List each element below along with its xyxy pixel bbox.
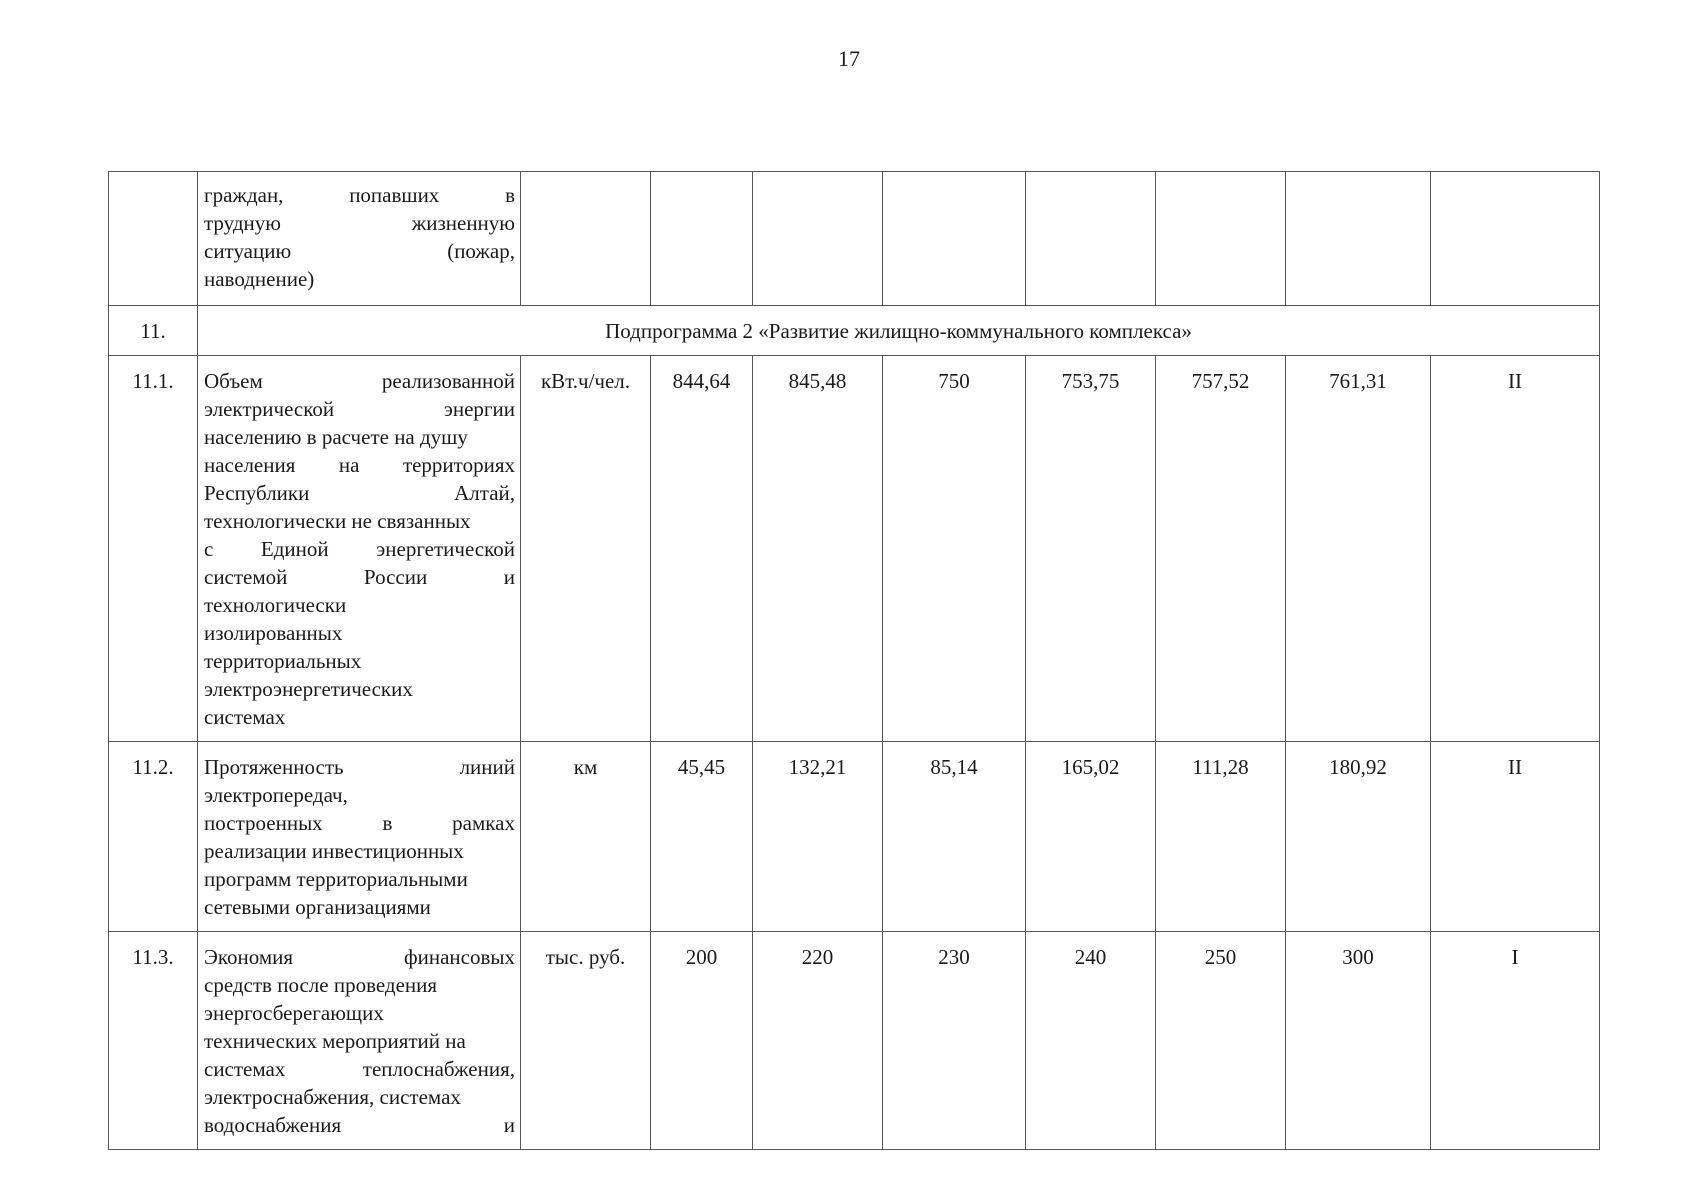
value-6: 300 xyxy=(1286,932,1431,1150)
unit: кВт.ч/чел. xyxy=(521,356,651,742)
indicator-name-word: реализованной xyxy=(381,369,515,393)
indicator-name-line: технических мероприятий на xyxy=(204,1029,466,1053)
indicator-name-line xyxy=(204,753,515,781)
value-cell xyxy=(1026,172,1156,306)
value-4: 240 xyxy=(1026,932,1156,1150)
indicator-name-line: наводнение) xyxy=(204,267,315,291)
indicator-name-word: энергетической xyxy=(376,537,515,561)
indicator-name-line: энергосберегающих xyxy=(204,1001,384,1025)
indicator-name-line xyxy=(204,1055,515,1083)
indicator-name-word: энергии xyxy=(443,397,515,421)
indicator-name-line xyxy=(204,367,515,395)
indicator-name-word: населения xyxy=(204,453,296,477)
indicator-name-word: Единой xyxy=(260,537,329,561)
indicator-name-line: технологически не связанных xyxy=(204,509,471,533)
value-6: 180,92 xyxy=(1286,742,1431,932)
indicator-name-line xyxy=(204,451,515,479)
value-1: 200 xyxy=(651,932,753,1150)
indicator-name-line xyxy=(204,535,515,563)
value-2: 132,21 xyxy=(753,742,883,932)
row-number: 11.2. xyxy=(109,742,198,932)
indicator-name-line xyxy=(204,1111,515,1139)
indicator-name-line xyxy=(204,479,515,507)
indicator-name-word: Объем xyxy=(204,369,263,393)
category: I xyxy=(1431,932,1600,1150)
indicator-name-line: реализации инвестиционных xyxy=(204,839,464,863)
indicator-name xyxy=(204,943,515,1139)
indicator-name-word: с xyxy=(204,537,214,561)
indicator-name-word: системой xyxy=(204,565,288,589)
indicator-name-line: территориальных xyxy=(204,649,362,673)
indicator-name-word: (пожар, xyxy=(447,239,515,263)
indicator-name-line xyxy=(204,181,515,209)
indicator-name-word: ситуацию xyxy=(204,239,292,263)
indicator-name-word: в xyxy=(382,811,393,835)
value-4: 165,02 xyxy=(1026,742,1156,932)
indicator-name-line xyxy=(204,809,515,837)
indicator-name-word: теплоснабжения, xyxy=(362,1057,515,1081)
indicator-name-cell xyxy=(198,742,521,932)
indicator-name-word: трудную xyxy=(204,211,281,235)
category: II xyxy=(1431,356,1600,742)
value-cell xyxy=(1156,172,1286,306)
value-3: 85,14 xyxy=(883,742,1026,932)
indicator-name-word: территориях xyxy=(402,453,515,477)
value-1: 844,64 xyxy=(651,356,753,742)
category-cell xyxy=(1431,172,1600,306)
category: II xyxy=(1431,742,1600,932)
indicator-name-line xyxy=(204,395,515,423)
indicator-name-word: линий xyxy=(459,755,515,779)
indicator-name-cell xyxy=(198,356,521,742)
row-number: 11.3. xyxy=(109,932,198,1150)
indicator-name-line: сетевыми организациями xyxy=(204,895,431,919)
table-row xyxy=(109,932,1600,1150)
indicator-name-line: электроэнергетических xyxy=(204,677,413,701)
indicator-name-cell xyxy=(198,932,521,1150)
indicator-name-word: граждан, xyxy=(204,183,284,207)
indicator-name-word: Протяженность xyxy=(204,755,344,779)
unit: тыс. руб. xyxy=(521,932,651,1150)
row-number-cell xyxy=(109,172,198,306)
value-4: 753,75 xyxy=(1026,356,1156,742)
indicator-name-line: электроснабжения, системах xyxy=(204,1085,461,1109)
value-cell xyxy=(1286,172,1431,306)
indicator-name-line: средств после проведения xyxy=(204,973,438,997)
indicator-name-word: жизненную xyxy=(411,211,515,235)
indicator-name-line: изолированных xyxy=(204,621,343,645)
indicator-name-word: на xyxy=(338,453,360,477)
subprogram-title: Подпрограмма 2 «Развитие жилищно-коммунального комплекса» xyxy=(198,306,1600,356)
value-5: 250 xyxy=(1156,932,1286,1150)
value-cell xyxy=(883,172,1026,306)
subprogram-number: 11. xyxy=(109,306,198,356)
indicator-name-word: России xyxy=(363,565,428,589)
value-2: 845,48 xyxy=(753,356,883,742)
indicator-name-word: попавших xyxy=(349,183,440,207)
indicator-name-word: построенных xyxy=(204,811,323,835)
subprogram-row xyxy=(109,306,1600,356)
value-3: 750 xyxy=(883,356,1026,742)
table-row-continuation xyxy=(109,172,1600,306)
table-row xyxy=(109,742,1600,932)
value-cell xyxy=(753,172,883,306)
indicator-name xyxy=(204,367,515,731)
table-row xyxy=(109,356,1600,742)
indicator-name-line xyxy=(204,237,515,265)
indicator-name-word: рамках xyxy=(452,811,515,835)
indicator-name xyxy=(204,181,515,293)
indicators-table xyxy=(108,171,1600,1150)
value-2: 220 xyxy=(753,932,883,1150)
value-5: 757,52 xyxy=(1156,356,1286,742)
indicator-name-word: Алтай, xyxy=(454,481,515,505)
indicator-name-line: населению в расчете на душу xyxy=(204,425,468,449)
indicator-name-line: программ территориальными xyxy=(204,867,468,891)
indicator-name-word: в xyxy=(505,183,515,207)
indicator-name-word: финансовых xyxy=(404,945,515,969)
row-number: 11.1. xyxy=(109,356,198,742)
indicator-name-line xyxy=(204,563,515,591)
indicator-name-line: электропередач, xyxy=(204,783,348,807)
indicator-name-line xyxy=(204,943,515,971)
indicator-name xyxy=(204,753,515,921)
indicator-name-cell xyxy=(198,172,521,306)
indicator-name-line xyxy=(204,209,515,237)
indicator-name-word: Экономия xyxy=(204,945,294,969)
indicator-name-word: и xyxy=(503,1113,515,1137)
indicator-name-line: технологически xyxy=(204,593,347,617)
unit: км xyxy=(521,742,651,932)
indicator-name-word: и xyxy=(503,565,515,589)
indicator-name-word: электрической xyxy=(204,397,335,421)
value-5: 111,28 xyxy=(1156,742,1286,932)
value-1: 45,45 xyxy=(651,742,753,932)
page-number: 17 xyxy=(838,46,860,71)
indicator-name-line: системах xyxy=(204,705,286,729)
indicator-name-word: водоснабжения xyxy=(204,1113,342,1137)
unit-cell xyxy=(521,172,651,306)
value-6: 761,31 xyxy=(1286,356,1431,742)
value-cell xyxy=(651,172,753,306)
value-3: 230 xyxy=(883,932,1026,1150)
indicator-name-word: Республики xyxy=(204,481,310,505)
indicator-name-word: системах xyxy=(204,1057,286,1081)
